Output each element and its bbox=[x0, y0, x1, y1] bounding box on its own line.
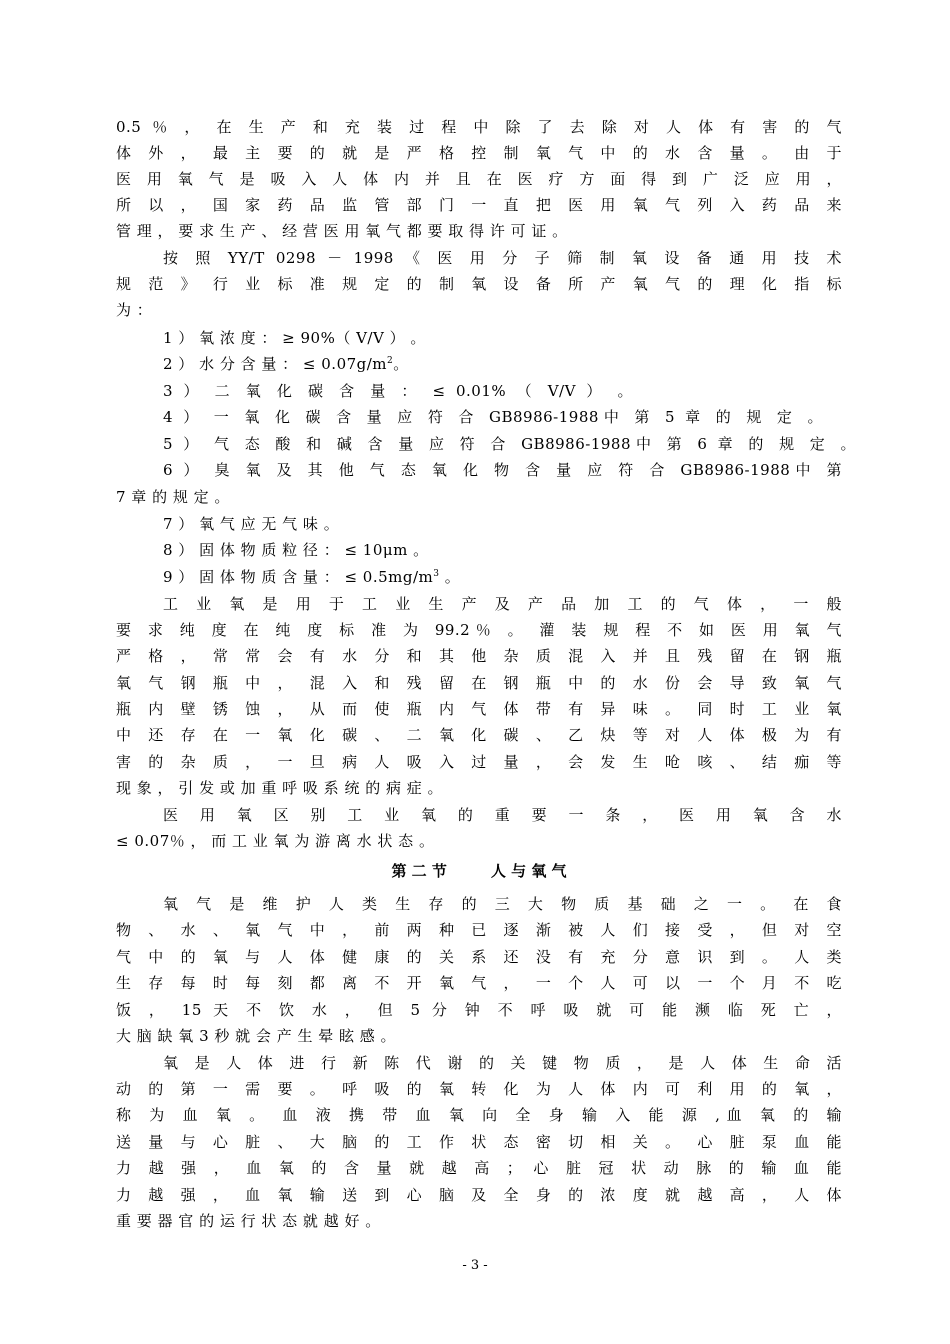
text-line: 工 业 氧 是 用 于 工 业 生 产 及 产 品 加 工 的 气 体 ， 一 般 bbox=[163, 595, 842, 613]
list-item-text: 9 ） 固 体 物 质 含 量 ： ≤ 0.5mg/m bbox=[163, 568, 434, 586]
list-item bbox=[163, 351, 483, 377]
text-line: 动 的 第 一 需 要 。 呼 吸 的 氧 转 化 为 人 体 内 可 利 用 的 氧 ， bbox=[116, 1080, 842, 1098]
text-line: 医 用 氧 气 是 吸 入 人 体 内 并 且 在 医 疗 方 面 得 到 广 泛 应 用 ， bbox=[116, 170, 842, 188]
text-line: 力 越 强 ， 血 氧 的 含 量 就 越 高 ； 心 脏 冠 状 动 脉 的 输 血 能 bbox=[116, 1159, 842, 1177]
text-line: 物 、 水 、 氧 气 中 ， 前 两 种 已 逐 渐 被 人 们 接 受 ， 但 对 空 bbox=[116, 921, 842, 939]
text-line: 按 照 YY/T 0298 － 1998 《 医 用 分 子 筛 制 氧 设 备 通 用 技 术 bbox=[163, 249, 842, 267]
list-item bbox=[163, 564, 563, 590]
text-line: 氧 气 是 维 护 人 类 生 存 的 三 大 物 质 基 础 之 一 。 在 食 bbox=[163, 895, 842, 913]
text-line: 管 理 ， 要 求 生 产 、 经 营 医 用 氧 气 都 要 取 得 许 可 证 。 bbox=[116, 222, 568, 240]
text-line: 气 中 的 氧 与 人 体 健 康 的 关 系 还 没 有 充 分 意 识 到 。 人 类 bbox=[116, 948, 842, 966]
text-line: 生 存 每 时 每 刻 都 离 不 开 氧 气 ， 一 个 人 可 以 一 个 月 不 吃 bbox=[116, 974, 842, 992]
text-line: 体 外 ， 最 主 要 的 就 是 严 格 控 制 氧 气 中 的 水 含 量 。 由 于 bbox=[116, 144, 842, 162]
section-number: 第 二 节 bbox=[391, 862, 447, 880]
list-item: 7 ） 氧 气 应 无 气 味 。 bbox=[163, 515, 340, 533]
text-line: 医 用 氧 区 别 工 业 氧 的 重 要 一 条 ， 医 用 氧 含 水 bbox=[163, 806, 842, 824]
text-line: 要 求 纯 度 在 纯 度 标 准 为 99.2％ 。 灌 装 规 程 不 如 医 用 氧 气 bbox=[116, 621, 842, 639]
list-item: 7 章 的 规 定 。 bbox=[116, 488, 230, 506]
text-line: 所 以 ， 国 家 药 品 监 管 部 门 一 直 把 医 用 氧 气 列 入 药 品 来 bbox=[116, 196, 842, 214]
text-line: 中 还 存 在 一 氧 化 碳 、 二 氧 化 碳 、 乙 炔 等 对 人 体 极 为 有 bbox=[116, 726, 842, 744]
text-line: ≤ 0.07％ ， 而 工 业 氧 为 游 离 水 状 态 。 bbox=[116, 832, 435, 850]
text-line: 大 脑 缺 氧 3 秒 就 会 产 生 晕 眩 感 。 bbox=[116, 1027, 397, 1045]
text-line: 氧 气 钢 瓶 中 ， 混 入 和 残 留 在 钢 瓶 中 的 水 份 会 导 致 氧 气 bbox=[116, 674, 842, 692]
list-item: 5 ） 气 态 酸 和 碱 含 量 应 符 合 GB8986-1988中 第 6 章 的 规 定 。 bbox=[163, 435, 856, 453]
text-line: 重 要 器 官 的 运 行 状 态 就 越 好 。 bbox=[116, 1212, 381, 1230]
text-line: 现 象 ， 引 发 或 加 重 呼 吸 系 统 的 病 症 。 bbox=[116, 779, 444, 797]
text-line: 严 格 ， 常 常 会 有 水 分 和 其 他 杂 质 混 入 并 且 残 留 在 钢 瓶 bbox=[116, 647, 842, 665]
text-line: 称 为 血 氧 。 血 液 携 带 血 氧 向 全 身 输 入 能 源 ,血 氧 的 输 bbox=[116, 1106, 842, 1124]
text-line: 0.5 ％ ， 在 生 产 和 充 装 过 程 中 除 了 去 除 对 人 体 有 害 的 气 bbox=[116, 118, 842, 136]
list-item-tail: 。 bbox=[393, 355, 409, 373]
text-line: 为 ： bbox=[116, 301, 153, 319]
text-line: 送 量 与 心 脏 、 大 脑 的 工 作 状 态 密 切 相 关 。 心 脏 泵 血 能 bbox=[116, 1133, 842, 1151]
superscript: 3 bbox=[433, 569, 440, 579]
section-heading bbox=[116, 858, 842, 884]
list-item-text: 2 ） 水 分 含 量 ： ≤ 0.07g/m bbox=[163, 355, 388, 373]
list-item: 3 ） 二 氧 化 碳 含 量 ： ≤ 0.01% （ V/V ） 。 bbox=[163, 382, 633, 400]
page-number: - 3 - bbox=[462, 1258, 488, 1273]
superscript: 2 bbox=[387, 356, 394, 366]
list-item: 1 ） 氧 浓 度 ： ≥ 90%（ V/V ） 。 bbox=[163, 329, 426, 347]
list-item: 8 ） 固 体 物 质 粒 径 ： ≤ 10μm 。 bbox=[163, 541, 429, 559]
list-item-tail: 。 bbox=[439, 568, 461, 586]
list-item: 4 ） 一 氧 化 碳 含 量 应 符 合 GB8986-1988中 第 5 章 的 规 定 。 bbox=[163, 408, 823, 426]
section-title: 人 与 氧 气 bbox=[490, 862, 567, 880]
text-line: 规 范 》 行 业 标 准 规 定 的 制 氧 设 备 所 产 氧 气 的 理 化 指 标 bbox=[116, 275, 842, 293]
text-line: 害 的 杂 质 ， 一 旦 病 人 吸 入 过 量 ， 会 发 生 呛 咳 、 结 痂 等 bbox=[116, 753, 842, 771]
text-line: 瓶 内 壁 锈 蚀 ， 从 而 使 瓶 内 气 体 带 有 异 味 。 同 时 工 业 氧 bbox=[116, 700, 842, 718]
text-line: 力 越 强 ， 血 氧 输 送 到 心 脑 及 全 身 的 浓 度 就 越 高 ， 人 体 bbox=[116, 1186, 842, 1204]
text-line: 饭 ， 15 天 不 饮 水 ， 但 5 分 钟 不 呼 吸 就 可 能 濒 临 死 亡 ， bbox=[116, 1001, 842, 1019]
text-line: 氧 是 人 体 进 行 新 陈 代 谢 的 关 键 物 质 ， 是 人 体 生 命 活 bbox=[163, 1054, 842, 1072]
list-item: 6 ） 臭 氧 及 其 他 气 态 氧 化 物 含 量 应 符 合 GB8986-1988中 第 bbox=[163, 461, 842, 479]
